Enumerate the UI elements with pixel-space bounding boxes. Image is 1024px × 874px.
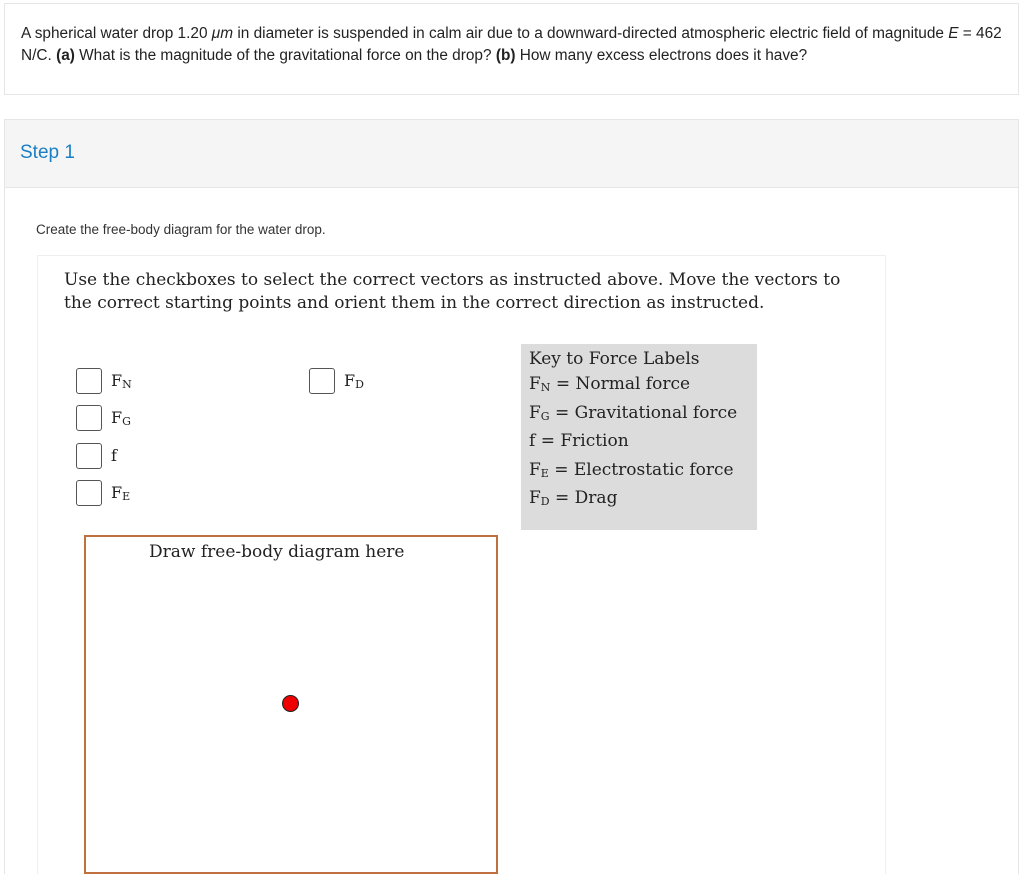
question-text	[21, 23, 1011, 67]
step-title: Step 1	[20, 142, 75, 163]
key-entry-fn: $F_N$ = Normal force	[529, 374, 691, 394]
question-a-label: (a)	[56, 47, 75, 64]
step-header[interactable]	[5, 120, 1018, 188]
step-instruction: Create the free-body diagram for the water drop.	[36, 222, 326, 237]
force-key-box	[521, 344, 757, 530]
free-body-drawing-area[interactable]	[84, 535, 498, 874]
vector-option-fn[interactable]	[76, 367, 132, 395]
question-unit: μm	[211, 25, 234, 42]
vector-label-fd: $F_D$	[344, 371, 364, 391]
question-var-e: E	[948, 25, 959, 42]
applet-instructions: Use the checkboxes to select the correct vectors as instructed above. Move the vectors to the correct starting points and orient them in the correct direction as instructed.	[64, 270, 841, 313]
vector-label-f: f	[111, 446, 117, 465]
question-part1: A spherical water drop 1.20	[21, 25, 212, 42]
vector-label-fn: $F_N$	[111, 371, 132, 391]
question-b-label: (b)	[495, 47, 516, 64]
water-drop-point	[282, 695, 299, 712]
vector-option-fg[interactable]	[76, 404, 131, 432]
vector-label-fg: $F_G$	[111, 408, 131, 428]
vector-option-fe[interactable]	[76, 479, 130, 507]
question-part2: in diameter is suspended in calm air due to a downward-directed atmospheric electric field of magnitude	[233, 25, 949, 42]
key-entry-fg: $F_G$ = Gravitational force	[529, 402, 738, 423]
step-card	[4, 119, 1019, 874]
checkbox-f[interactable]	[76, 443, 102, 469]
question-card	[4, 3, 1019, 95]
question-a-text: What is the magnitude of the gravitational force on the drop?	[74, 47, 496, 64]
question-part3: = 462 N/C.	[21, 25, 1002, 64]
question-b-text: How many excess electrons does it have?	[515, 47, 808, 64]
vector-option-f[interactable]	[76, 442, 117, 470]
checkbox-fd[interactable]	[309, 368, 335, 394]
checkbox-fn[interactable]	[76, 368, 102, 394]
fbd-applet	[37, 255, 886, 874]
draw-caption: Draw free-body diagram here	[149, 542, 405, 562]
vector-option-fd[interactable]	[309, 367, 364, 395]
key-entry-fd: $F_D$ = Drag	[529, 488, 618, 508]
vector-label-fe: $F_E$	[111, 483, 131, 503]
key-entry-fe: $F_E$ = Electrostatic force	[529, 459, 734, 480]
key-title: Key to Force Labels	[529, 349, 700, 369]
checkbox-fe[interactable]	[76, 480, 102, 506]
checkbox-fg[interactable]	[76, 405, 102, 431]
key-entry-f: f = Friction	[529, 431, 629, 451]
